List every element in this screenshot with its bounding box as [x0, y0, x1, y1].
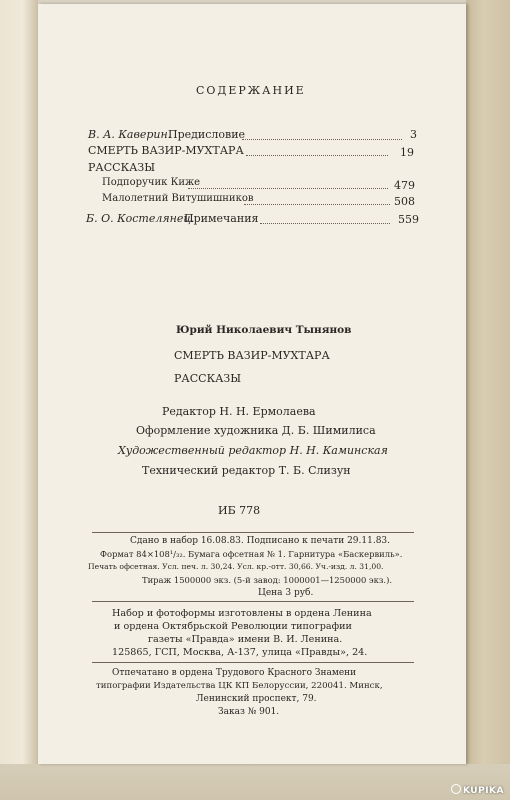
toc-entry-author: В. А. Каверин. — [88, 128, 172, 141]
printer-line: Ленинский проспект, 79. — [196, 694, 317, 704]
toc-entry-page: 479 — [394, 179, 415, 192]
printing-line: и ордена Октябрьской Революции типографии — [114, 621, 352, 632]
toc-leader — [246, 155, 388, 156]
publication-line: Формат 84×108¹/₃₂. Бумага офсетная № 1. Гарнитура «Баскервиль». — [100, 549, 403, 559]
toc-heading: СОДЕРЖАНИЕ — [196, 84, 306, 97]
printer-line: типографии Издательства ЦК КП Белоруссии, 220041. Минск, — [96, 681, 383, 691]
book-title: СМЕРТЬ ВАЗИР-МУХТАРА — [174, 349, 330, 362]
imprint-rule-3 — [92, 662, 414, 663]
book-bottom-edge — [0, 764, 510, 800]
toc-entry-page: 559 — [398, 213, 419, 226]
toc-leader — [244, 204, 390, 205]
book-cover-edge — [466, 0, 510, 800]
toc-entry-page: 508 — [394, 195, 415, 208]
toc-leader — [242, 139, 402, 140]
toc-entry-title: Малолетний Витушишников — [102, 193, 254, 204]
credit-editor: Редактор Н. Н. Ермолаева — [162, 405, 316, 418]
credit-tech-editor: Технический редактор Т. Б. Слизун — [142, 464, 351, 477]
printing-line: Набор и фотоформы изготовлены в ордена Ленина — [112, 608, 372, 619]
toc-entry-title: Подпоручик Киже — [102, 177, 201, 188]
kupika-logo-icon — [451, 784, 461, 794]
watermark-text: KUPIKA — [462, 786, 504, 796]
publication-line: Сдано в набор 16.08.83. Подписано к печати 29.11.83. — [130, 536, 391, 546]
watermark-logo — [451, 784, 504, 796]
publication-line: Цена 3 руб. — [258, 588, 314, 598]
imprint-rule-1 — [92, 532, 414, 533]
ib-number: ИБ 778 — [218, 504, 261, 517]
toc-entry-title: РАССКАЗЫ — [88, 161, 156, 174]
printer-line: Отпечатано в ордена Трудового Красного Знамени — [112, 668, 357, 678]
book-author: Юрий Николаевич Тынянов — [176, 324, 352, 336]
book-page — [38, 4, 466, 764]
toc-entry-title: Предисловие — [168, 128, 246, 141]
toc-entry-page: 19 — [400, 146, 414, 159]
printing-line: газеты «Правда» имени В. И. Ленина. — [148, 634, 343, 645]
imprint-rule-2 — [92, 601, 414, 602]
credit-design: Оформление художника Д. Б. Шимилиса — [136, 424, 376, 437]
facing-page-edge — [0, 0, 38, 800]
printing-line: 125865, ГСП, Москва, А-137, улица «Правды», 24. — [112, 647, 368, 658]
credit-art-editor: Художественный редактор Н. Н. Каминская — [118, 444, 388, 457]
toc-entry-title: СМЕРТЬ ВАЗИР-МУХТАРА — [88, 144, 244, 157]
toc-leader — [188, 188, 388, 189]
publication-line: Печать офсетная. Усл. печ. л. 30,24. Усл. кр.-отт. 30,66. Уч.-изд. л. 31,00. — [88, 562, 384, 571]
toc-entry-author: Б. О. Костелянец. — [86, 212, 195, 225]
publication-line: Тираж 1500000 экз. (5-й завод: 1000001—1250000 экз.). — [142, 575, 393, 585]
toc-entry-title: Примечания — [184, 212, 259, 225]
toc-leader — [260, 223, 390, 224]
toc-entry-page: 3 — [410, 128, 417, 141]
printer-line: Заказ № 901. — [218, 707, 280, 717]
book-subtitle: РАССКАЗЫ — [174, 372, 242, 385]
